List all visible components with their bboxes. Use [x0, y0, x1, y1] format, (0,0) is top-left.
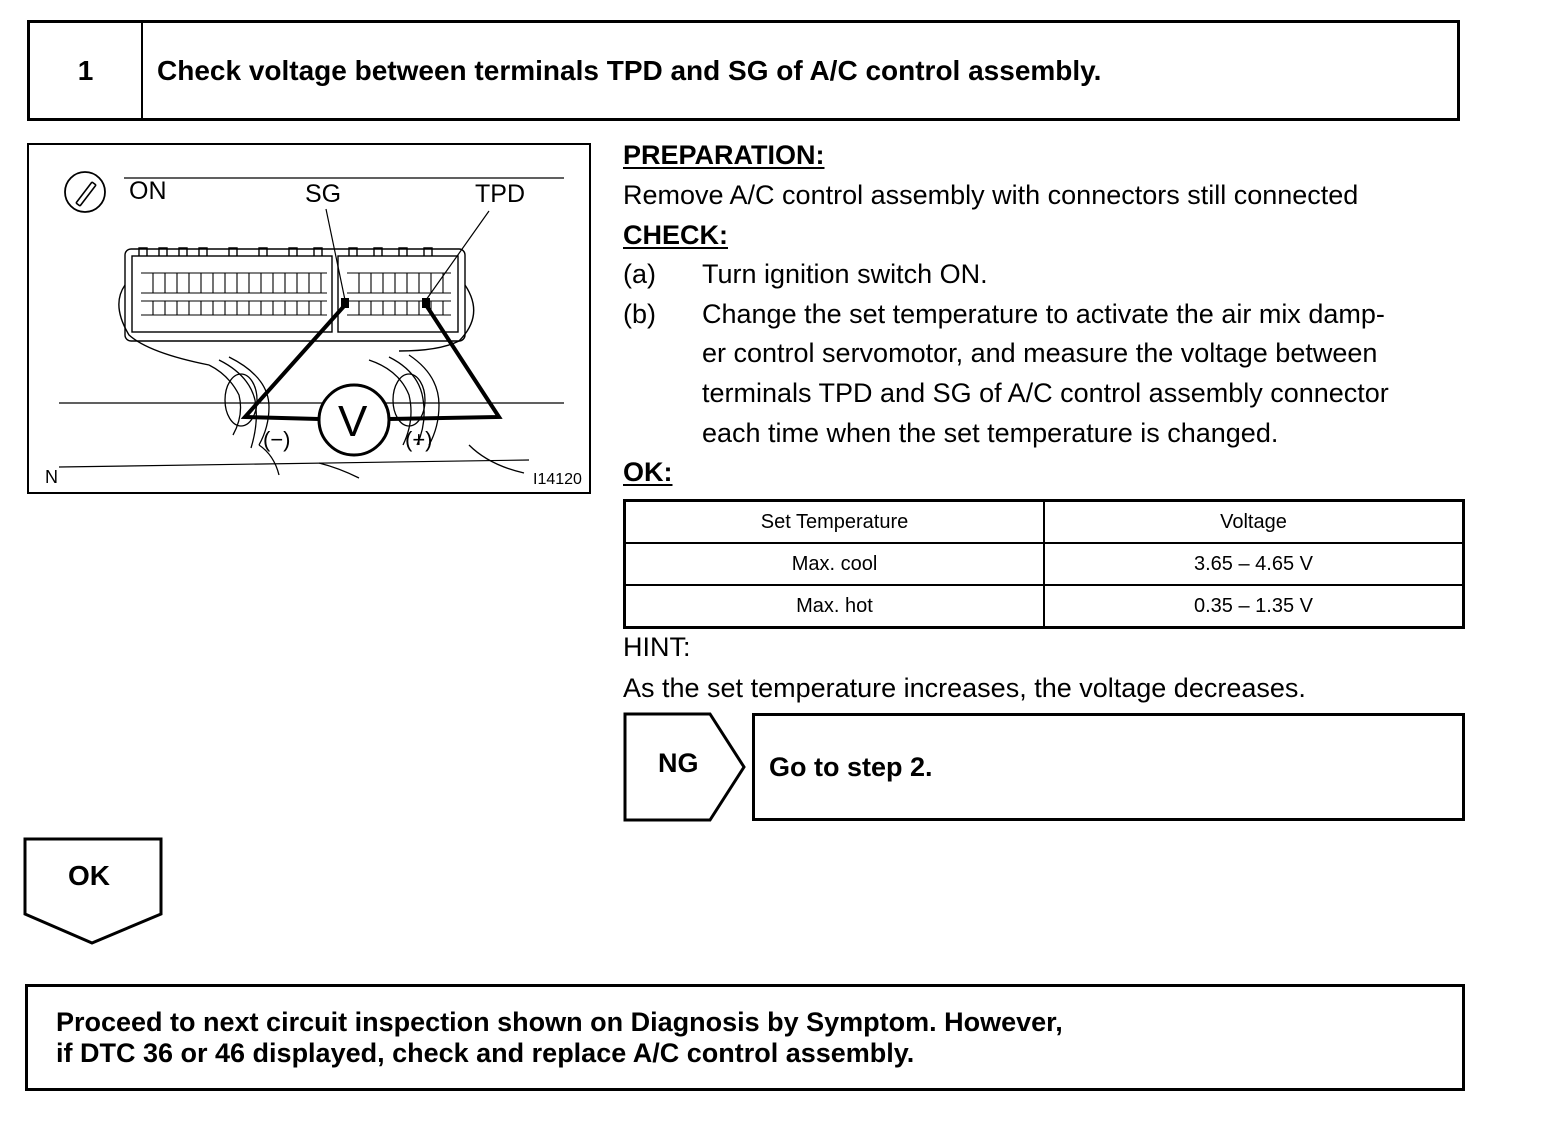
- check-item-text: Turn ignition switch ON.: [702, 259, 988, 289]
- preparation-heading: PREPARATION:: [623, 140, 825, 170]
- hint-text: As the set temperature increases, the voltage decreases.: [623, 673, 1306, 703]
- voltmeter-symbol: V: [338, 397, 368, 446]
- check-item-text: er control servomotor, and measure the voltage between: [702, 338, 1378, 368]
- preparation-text: Remove A/C control assembly with connectors still connected: [623, 180, 1359, 210]
- check-heading: CHECK:: [623, 220, 728, 250]
- corner-code: N: [45, 467, 58, 487]
- spec-table: [623, 499, 1465, 629]
- table-row: [625, 543, 1464, 585]
- ignition-key-icon: [65, 172, 105, 212]
- step-title: Check voltage between terminals TPD and SG of A/C control assembly.: [157, 54, 1102, 86]
- tpd-label: TPD: [475, 180, 525, 208]
- check-item-label: (a): [623, 259, 656, 289]
- positive-probe-label: (+): [405, 427, 433, 452]
- ok-label: OK: [68, 860, 110, 891]
- ng-label: NG: [658, 748, 699, 778]
- negative-probe-label: (−): [263, 427, 291, 452]
- step-number: 1: [30, 23, 143, 118]
- table-cell: 3.65 – 4.65 V: [1044, 543, 1464, 585]
- ok-arrow-shape: [22, 836, 165, 948]
- step-header: [27, 20, 1460, 121]
- result-box: [25, 984, 1465, 1091]
- result-line: if DTC 36 or 46 displayed, check and replace A/C control assembly.: [56, 1038, 915, 1068]
- table-row: [625, 585, 1464, 628]
- table-cell: Max. cool: [625, 543, 1045, 585]
- hint-heading: HINT:: [623, 632, 691, 662]
- table-cell: Max. hot: [625, 585, 1045, 628]
- check-item-label: (b): [623, 299, 656, 329]
- figure-id: I14120: [533, 471, 582, 488]
- column-header: Set Temperature: [625, 501, 1045, 544]
- column-header: Voltage: [1044, 501, 1464, 544]
- ng-action-box: Go to step 2.: [752, 713, 1465, 821]
- result-line: Proceed to next circuit inspection shown on Diagnosis by Symptom. However,: [56, 1007, 1063, 1037]
- check-item-text: each time when the set temperature is changed.: [702, 418, 1279, 448]
- table-header-row: [625, 501, 1464, 544]
- connector-illustration: [27, 143, 591, 494]
- check-item-text: Change the set temperature to activate the air mix damp-: [702, 299, 1385, 329]
- check-item-text: terminals TPD and SG of A/C control assembly connector: [702, 378, 1389, 408]
- table-cell: 0.35 – 1.35 V: [1044, 585, 1464, 628]
- sg-label: SG: [305, 180, 342, 208]
- ok-spec-heading: OK:: [623, 457, 673, 487]
- connector-body: [119, 248, 474, 365]
- ignition-on-label: ON: [129, 177, 167, 205]
